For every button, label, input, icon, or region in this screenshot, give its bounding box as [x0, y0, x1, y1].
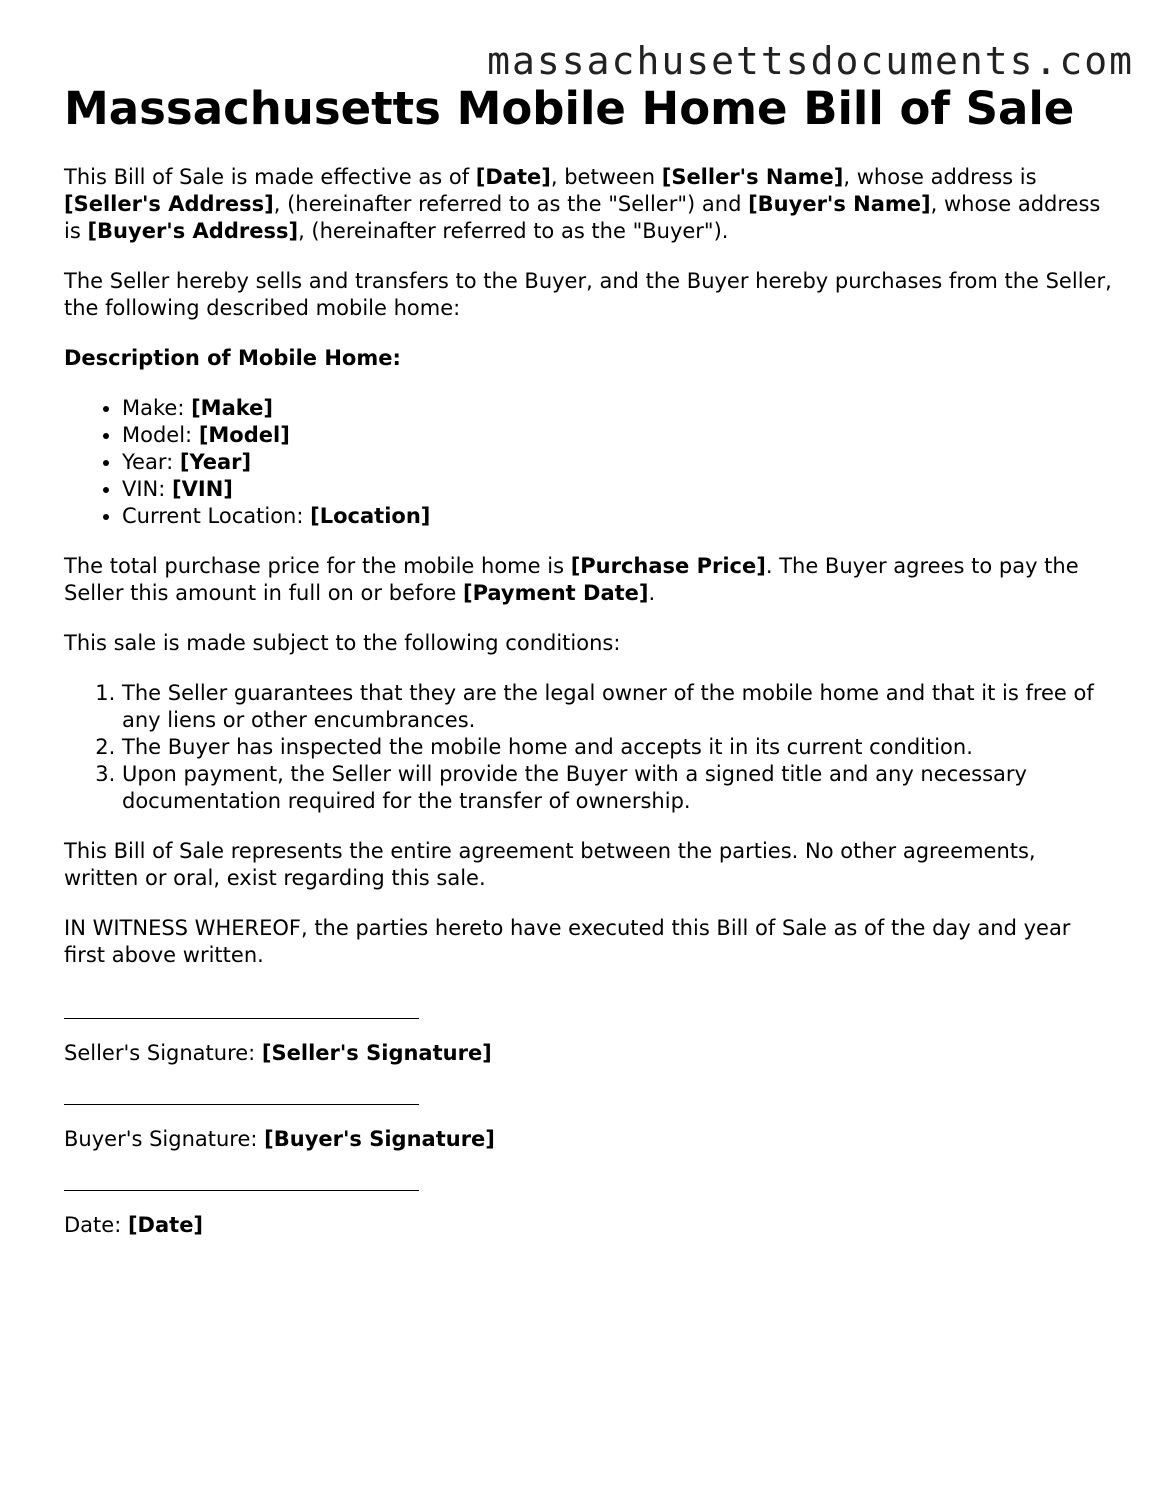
vin-field: [VIN]	[172, 476, 233, 501]
seller-signature-field: [Seller's Signature]	[261, 1040, 492, 1065]
list-item	[122, 422, 1114, 449]
buyer-signature-line	[64, 1103, 419, 1105]
purchase-price-field: [Purchase Price]	[570, 553, 766, 578]
buyer-name-field: [Buyer's Name]	[748, 191, 931, 216]
make-field: [Make]	[191, 395, 273, 420]
buyer-signature-field: [Buyer's Signature]	[264, 1126, 495, 1151]
intro-text: , whose address is	[843, 164, 1037, 189]
list-item: 1. The Seller guarantees that they are the legal owner of the mobile home and that it is free of any liens or other encumbrances.	[122, 680, 1114, 734]
model-field: [Model]	[198, 422, 290, 447]
list-item: 2. The Buyer has inspected the mobile home and accepts it in its current condition.	[122, 734, 1114, 761]
list-item: 3. Upon payment, the Seller will provide the Buyer with a signed title and any necessary documentation required for the transfer of ownership.	[122, 761, 1114, 815]
intro-paragraph	[64, 164, 1114, 245]
signature-date-field: [Date]	[127, 1212, 204, 1237]
item-label: Model:	[122, 422, 199, 447]
intro-text: , (hereinafter referred to as the "Buyer").	[298, 218, 729, 243]
price-paragraph	[64, 553, 1114, 607]
entire-agreement-paragraph: This Bill of Sale represents the entire agreement between the parties. No other agreements, written or oral, exist regarding this sale.	[64, 838, 1036, 890]
price-text: . The Buyer agrees to pay the Seller this amount in full on or before	[64, 553, 1079, 605]
price-text: The total purchase price for the mobile home is	[64, 553, 571, 578]
buyer-signature-label	[64, 1126, 1114, 1153]
list-item	[122, 395, 1114, 422]
date-label	[64, 1212, 1114, 1239]
list-item	[122, 503, 1114, 530]
intro-text: This Bill of Sale is made effective as of	[64, 164, 476, 189]
transfer-paragraph: The Seller hereby sells and transfers to the Buyer, and the Buyer hereby purchases from the Seller, the following described mobile home:	[64, 268, 1112, 320]
seller-name-field: [Seller's Name]	[661, 164, 844, 189]
item-label: Make:	[122, 395, 192, 420]
conditions-intro: This sale is made subject to the following conditions:	[64, 630, 621, 655]
site-watermark: massachusettsdocuments.com	[487, 39, 1134, 83]
seller-address-field: [Seller's Address]	[64, 191, 274, 216]
document-page	[64, 38, 1114, 1239]
price-text: .	[648, 580, 656, 605]
list-item	[122, 476, 1114, 503]
location-field: [Location]	[310, 503, 431, 528]
item-label: Year:	[122, 449, 180, 474]
list-item	[122, 449, 1114, 476]
item-label: Current Location:	[122, 503, 311, 528]
intro-text: , between	[550, 164, 662, 189]
seller-signature-label	[64, 1040, 1114, 1067]
conditions-list	[64, 680, 1114, 815]
item-label: VIN:	[122, 476, 173, 501]
witness-paragraph: IN WITNESS WHEREOF, the parties hereto have executed this Bill of Sale as of the day and year first above written.	[64, 915, 1071, 967]
date-signature-line	[64, 1189, 419, 1191]
description-heading-text: Description of Mobile Home:	[64, 345, 401, 370]
intro-text: , whose address is	[64, 191, 1101, 243]
signature-label-text: Buyer's Signature:	[64, 1126, 265, 1151]
effective-date-field: [Date]	[475, 164, 551, 189]
seller-signature-line	[64, 1017, 419, 1019]
signature-label-text: Date:	[64, 1212, 128, 1237]
document-title: Massachusetts Mobile Home Bill of Sale	[64, 82, 1075, 135]
description-list	[64, 395, 1114, 530]
intro-text: , (hereinafter referred to as the "Seller") and	[273, 191, 749, 216]
signature-label-text: Seller's Signature:	[64, 1040, 262, 1065]
year-field: [Year]	[179, 449, 252, 474]
description-heading	[64, 345, 1114, 372]
buyer-address-field: [Buyer's Address]	[87, 218, 299, 243]
payment-date-field: [Payment Date]	[462, 580, 649, 605]
